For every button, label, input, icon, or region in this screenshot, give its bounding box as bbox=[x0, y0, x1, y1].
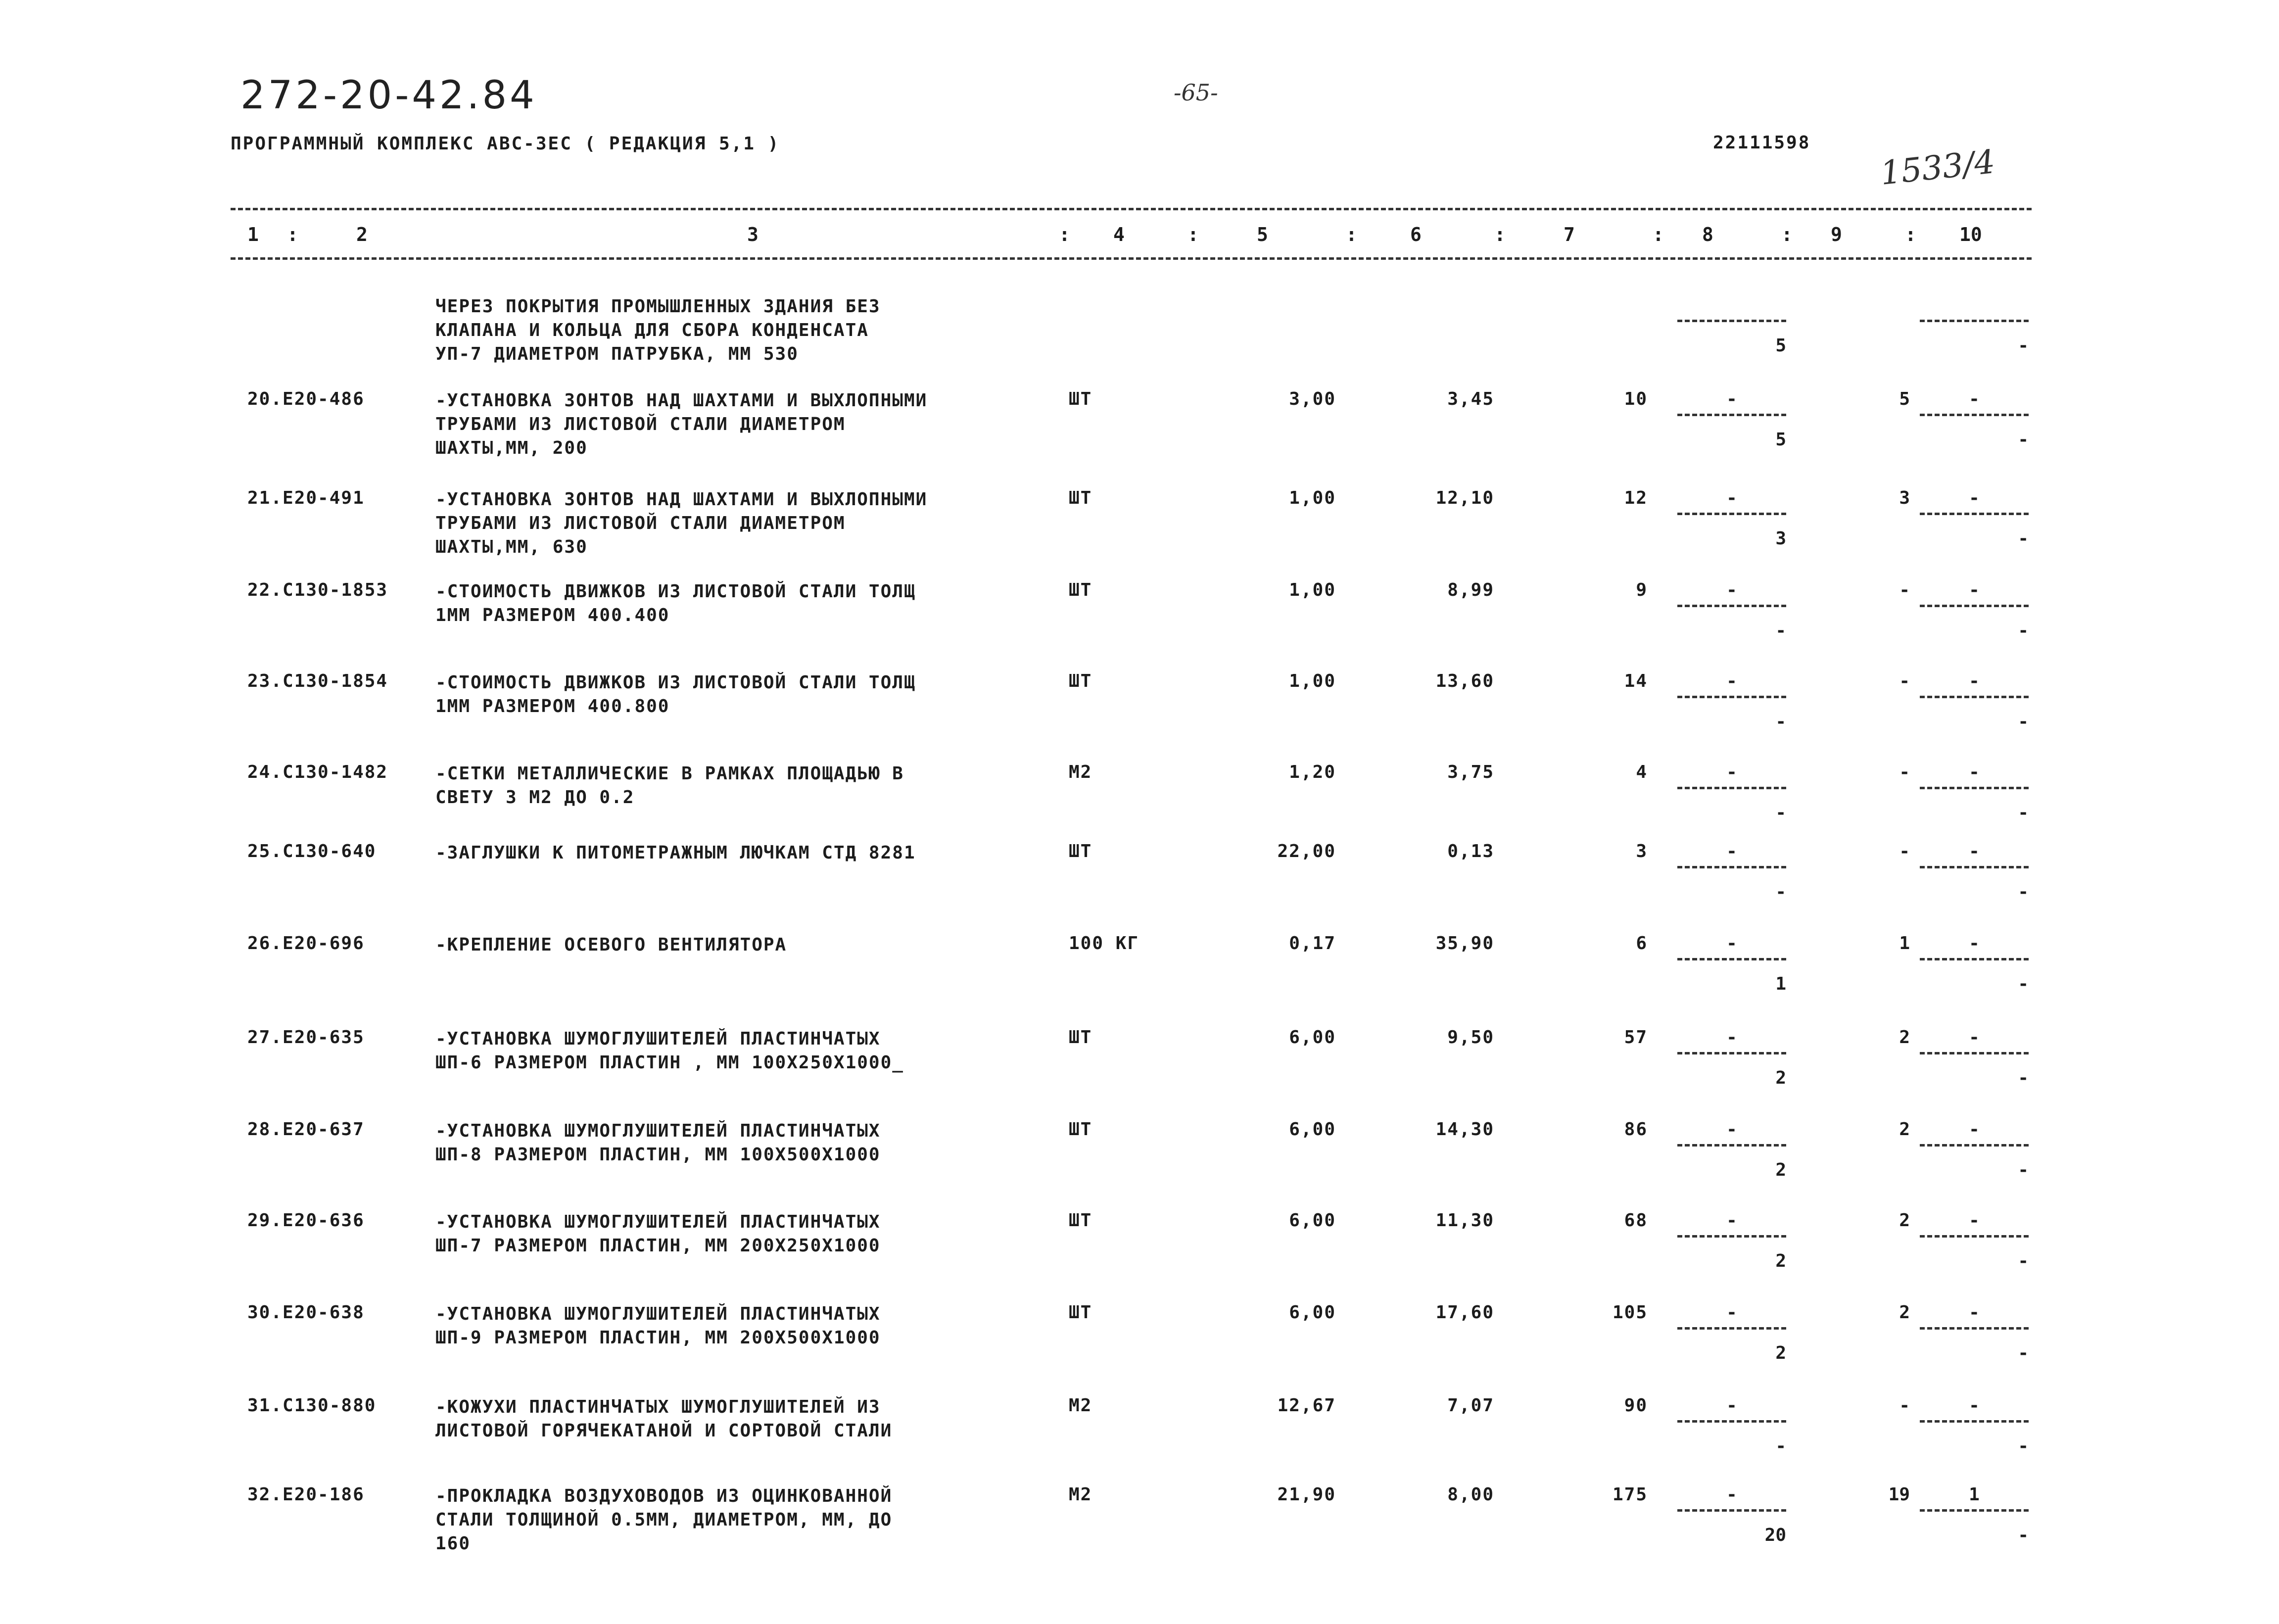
column-8-fraction: - - bbox=[1677, 762, 1786, 836]
column-10-fraction: - - bbox=[1920, 671, 2029, 745]
column-10-fraction: - - bbox=[1920, 1027, 2029, 1101]
row-unit: ШТ bbox=[1069, 488, 1092, 508]
table-row bbox=[0, 1484, 2279, 1574]
row-unit: ШТ bbox=[1069, 1302, 1092, 1323]
row-number: 27.Е20-635 bbox=[247, 1027, 365, 1048]
row-unit: ШТ bbox=[1069, 841, 1092, 861]
page-number: -65- bbox=[1174, 79, 1218, 106]
row-description: ЧЕРЕЗ ПОКРЫТИЯ ПРОМЫШЛЕННЫХ ЗДАНИЯ БЕЗ КЛАПАНА И КОЛЬЦА ДЛЯ СБОРА КОНДЕНСАТА УП-7 ДИАМЕТРОМ ПАТРУБКА, ММ 530 bbox=[435, 296, 881, 364]
table-row bbox=[0, 1119, 2279, 1208]
row-column-9: 2 bbox=[1899, 1119, 1910, 1140]
row-price: 11,30 bbox=[1435, 1210, 1494, 1231]
row-price: 12,10 bbox=[1435, 488, 1494, 508]
row-description: -СТОИМОСТЬ ДВИЖКОВ ИЗ ЛИСТОВОЙ СТАЛИ ТОЛЩ 1ММ РАЗМЕРОМ 400.800 bbox=[435, 672, 916, 716]
header-top-rule bbox=[231, 208, 2032, 210]
row-number: 25.С130-640 bbox=[247, 841, 377, 861]
row-price: 35,90 bbox=[1435, 933, 1494, 954]
row-quantity: 12,67 bbox=[1277, 1395, 1336, 1416]
column-10-fraction: - bbox=[1920, 295, 2029, 369]
row-quantity: 6,00 bbox=[1289, 1119, 1336, 1140]
row-number: 20.Е20-486 bbox=[247, 389, 365, 409]
column-8-fraction: - - bbox=[1677, 671, 1786, 745]
column-header: 8 bbox=[1702, 224, 1713, 245]
column-header-sep: : bbox=[1653, 224, 1664, 245]
row-description: -СЕТКИ МЕТАЛЛИЧЕСКИЕ В РАМКАХ ПЛОЩАДЬЮ В СВЕТУ 3 М2 ДО 0.2 bbox=[435, 764, 904, 808]
column-header: 9 bbox=[1831, 224, 1842, 245]
column-10-fraction: - - bbox=[1920, 762, 2029, 836]
column-10-fraction: - - bbox=[1920, 488, 2029, 562]
row-description: -УСТАНОВКА ЗОНТОВ НАД ШАХТАМИ И ВЫХЛОПНЫМИ ТРУБАМИ ИЗ ЛИСТОВОЙ СТАЛИ ДИАМЕТРОМ ШАХТЫ,ММ, 630 bbox=[435, 489, 928, 557]
row-column-9: 1 bbox=[1899, 933, 1910, 954]
row-number: 23.С130-1854 bbox=[247, 671, 388, 691]
row-description: -КОЖУХИ ПЛАСТИНЧАТЫХ ШУМОГЛУШИТЕЛЕЙ ИЗ ЛИСТОВОЙ ГОРЯЧЕКАТАНОЙ И СОРТОВОЙ СТАЛИ bbox=[435, 1397, 893, 1441]
column-8-fraction: - - bbox=[1677, 580, 1786, 654]
column-8-fraction: - 2 bbox=[1677, 1027, 1786, 1101]
row-price: 3,75 bbox=[1447, 762, 1494, 782]
row-description: -УСТАНОВКА ШУМОГЛУШИТЕЛЕЙ ПЛАСТИНЧАТЫХ ШП-9 РАЗМЕРОМ ПЛАСТИН, ММ 200Х500Х1000 bbox=[435, 1304, 881, 1348]
row-description: -УСТАНОВКА ШУМОГЛУШИТЕЛЕЙ ПЛАСТИНЧАТЫХ ШП-7 РАЗМЕРОМ ПЛАСТИН, ММ 200Х250Х1000 bbox=[435, 1212, 881, 1256]
row-description: -УСТАНОВКА ЗОНТОВ НАД ШАХТАМИ И ВЫХЛОПНЫМИ ТРУБАМИ ИЗ ЛИСТОВОЙ СТАЛИ ДИАМЕТРОМ ШАХТЫ,ММ, 200 bbox=[435, 390, 928, 458]
row-quantity: 3,00 bbox=[1289, 389, 1336, 409]
row-total: 10 bbox=[1624, 389, 1648, 409]
row-column-9: 2 bbox=[1899, 1210, 1910, 1231]
row-total: 4 bbox=[1636, 762, 1648, 782]
row-total: 105 bbox=[1612, 1302, 1648, 1323]
row-column-9: - bbox=[1899, 671, 1910, 691]
column-header: 2 bbox=[356, 224, 368, 245]
column-header: 6 bbox=[1410, 224, 1422, 245]
column-10-fraction: - - bbox=[1920, 841, 2029, 915]
row-description: -УСТАНОВКА ШУМОГЛУШИТЕЛЕЙ ПЛАСТИНЧАТЫХ ШП-6 РАЗМЕРОМ ПЛАСТИН , ММ 100Х250Х1000_ bbox=[435, 1029, 904, 1073]
row-quantity: 1,00 bbox=[1289, 580, 1336, 600]
row-price: 14,30 bbox=[1435, 1119, 1494, 1140]
row-number: 22.С130-1853 bbox=[247, 580, 388, 600]
row-price: 17,60 bbox=[1435, 1302, 1494, 1323]
row-unit: ШТ bbox=[1069, 1027, 1092, 1048]
column-header-sep: : bbox=[1059, 224, 1070, 245]
row-column-9: 3 bbox=[1899, 488, 1910, 508]
row-number: 30.Е20-638 bbox=[247, 1302, 365, 1323]
column-10-fraction: - - bbox=[1920, 1395, 2029, 1470]
row-total: 3 bbox=[1636, 841, 1648, 861]
row-number: 31.С130-880 bbox=[247, 1395, 377, 1416]
column-header-sep: : bbox=[1781, 224, 1793, 245]
column-10-fraction: - - bbox=[1920, 580, 2029, 654]
column-8-fraction: - 2 bbox=[1677, 1210, 1786, 1285]
column-header-sep: : bbox=[287, 224, 298, 245]
row-unit: 100 КГ bbox=[1069, 933, 1140, 954]
row-quantity: 21,90 bbox=[1277, 1484, 1336, 1505]
row-description: -ЗАГЛУШКИ К ПИТОМЕТРАЖНЫМ ЛЮЧКАМ СТД 8281 bbox=[435, 843, 916, 863]
row-total: 90 bbox=[1624, 1395, 1648, 1416]
row-unit: М2 bbox=[1069, 1395, 1092, 1416]
row-unit: М2 bbox=[1069, 762, 1092, 782]
program-title: ПРОГРАММНЫЙ КОМПЛЕКС АВС-ЗЕС ( РЕДАКЦИЯ 5,1 ) bbox=[231, 134, 780, 154]
row-description: -СТОИМОСТЬ ДВИЖКОВ ИЗ ЛИСТОВОЙ СТАЛИ ТОЛЩ 1ММ РАЗМЕРОМ 400.400 bbox=[435, 581, 916, 625]
table-row-intro bbox=[0, 295, 2279, 384]
row-total: 6 bbox=[1636, 933, 1648, 954]
row-price: 7,07 bbox=[1447, 1395, 1494, 1416]
row-quantity: 1,00 bbox=[1289, 671, 1336, 691]
document-number: 272-20-42.84 bbox=[240, 73, 537, 118]
row-number: 24.С130-1482 bbox=[247, 762, 388, 782]
column-8-fraction: - 1 bbox=[1677, 933, 1786, 1007]
row-number: 26.Е20-696 bbox=[247, 933, 365, 954]
row-price: 0,13 bbox=[1447, 841, 1494, 861]
table-row bbox=[0, 841, 2279, 930]
row-number: 32.Е20-186 bbox=[247, 1484, 365, 1505]
column-header-sep: : bbox=[1187, 224, 1199, 245]
row-unit: ШТ bbox=[1069, 580, 1092, 600]
column-header: 3 bbox=[747, 224, 759, 245]
table-row bbox=[0, 580, 2279, 669]
table-row bbox=[0, 389, 2279, 478]
row-total: 86 bbox=[1624, 1119, 1648, 1140]
row-unit: М2 bbox=[1069, 1484, 1092, 1505]
column-header-sep: : bbox=[1346, 224, 1357, 245]
row-column-9: - bbox=[1899, 1395, 1910, 1416]
row-total: 12 bbox=[1624, 488, 1648, 508]
row-number: 29.Е20-636 bbox=[247, 1210, 365, 1231]
column-8-fraction: - 3 bbox=[1677, 488, 1786, 562]
row-column-9: 19 bbox=[1888, 1484, 1910, 1505]
column-header: 4 bbox=[1113, 224, 1125, 245]
row-description: -КРЕПЛЕНИЕ ОСЕВОГО ВЕНТИЛЯТОРА bbox=[435, 935, 787, 955]
row-column-9: 2 bbox=[1899, 1302, 1910, 1323]
row-unit: ШТ bbox=[1069, 389, 1092, 409]
column-8-fraction: - 2 bbox=[1677, 1119, 1786, 1194]
row-number: 21.Е20-491 bbox=[247, 488, 365, 508]
column-10-fraction: - - bbox=[1920, 389, 2029, 463]
handwritten-note: 1533/4 bbox=[1878, 143, 1997, 192]
column-8-fraction: 5 bbox=[1677, 295, 1786, 369]
column-header: 7 bbox=[1564, 224, 1575, 245]
row-price: 9,50 bbox=[1447, 1027, 1494, 1048]
column-10-fraction: 1 - bbox=[1920, 1484, 2029, 1559]
row-description: -УСТАНОВКА ШУМОГЛУШИТЕЛЕЙ ПЛАСТИНЧАТЫХ ШП-8 РАЗМЕРОМ ПЛАСТИН, ММ 100Х500Х1000 bbox=[435, 1121, 881, 1165]
column-10-fraction: - - bbox=[1920, 1210, 2029, 1285]
row-total: 175 bbox=[1612, 1484, 1648, 1505]
row-column-9: - bbox=[1899, 841, 1910, 861]
column-header-sep: : bbox=[1905, 224, 1916, 245]
column-8-fraction: - 2 bbox=[1677, 1302, 1786, 1377]
column-10-fraction: - - bbox=[1920, 1302, 2029, 1377]
row-quantity: 0,17 bbox=[1289, 933, 1336, 954]
header-bottom-rule bbox=[231, 257, 2032, 260]
row-quantity: 6,00 bbox=[1289, 1302, 1336, 1323]
table-row bbox=[0, 1302, 2279, 1391]
table-row bbox=[0, 671, 2279, 760]
column-10-fraction: - - bbox=[1920, 1119, 2029, 1194]
row-description: -ПРОКЛАДКА ВОЗДУХОВОДОВ ИЗ ОЦИНКОВАННОЙ СТАЛИ ТОЛЩИНОЙ 0.5ММ, ДИАМЕТРОМ, ММ, ДО 160 bbox=[435, 1486, 893, 1554]
row-quantity: 22,00 bbox=[1277, 841, 1336, 861]
column-8-fraction: - - bbox=[1677, 841, 1786, 915]
row-column-9: 2 bbox=[1899, 1027, 1910, 1048]
row-price: 13,60 bbox=[1435, 671, 1494, 691]
row-quantity: 6,00 bbox=[1289, 1027, 1336, 1048]
row-number: 28.Е20-637 bbox=[247, 1119, 365, 1140]
column-10-fraction: - - bbox=[1920, 933, 2029, 1007]
row-unit: ШТ bbox=[1069, 671, 1092, 691]
column-8-fraction: - - bbox=[1677, 1395, 1786, 1470]
document-code: 22111598 bbox=[1713, 133, 1811, 153]
row-column-9: - bbox=[1899, 762, 1910, 782]
table-row bbox=[0, 933, 2279, 1022]
row-quantity: 1,00 bbox=[1289, 488, 1336, 508]
row-quantity: 1,20 bbox=[1289, 762, 1336, 782]
table-row bbox=[0, 1210, 2279, 1299]
row-total: 9 bbox=[1636, 580, 1648, 600]
row-total: 57 bbox=[1624, 1027, 1648, 1048]
table-row bbox=[0, 488, 2279, 577]
row-price: 8,00 bbox=[1447, 1484, 1494, 1505]
row-quantity: 6,00 bbox=[1289, 1210, 1336, 1231]
table-row bbox=[0, 1027, 2279, 1116]
table-row bbox=[0, 1395, 2279, 1484]
row-unit: ШТ bbox=[1069, 1210, 1092, 1231]
row-column-9: 5 bbox=[1899, 389, 1910, 409]
row-price: 8,99 bbox=[1447, 580, 1494, 600]
row-total: 68 bbox=[1624, 1210, 1648, 1231]
row-column-9: - bbox=[1899, 580, 1910, 600]
column-header: 1 bbox=[247, 224, 259, 245]
column-header: 5 bbox=[1257, 224, 1268, 245]
row-total: 14 bbox=[1624, 671, 1648, 691]
table-row bbox=[0, 762, 2279, 851]
column-header: 10 bbox=[1959, 224, 1982, 245]
column-header-sep: : bbox=[1494, 224, 1506, 245]
column-8-fraction: - 20 bbox=[1677, 1484, 1786, 1559]
row-price: 3,45 bbox=[1447, 389, 1494, 409]
row-unit: ШТ bbox=[1069, 1119, 1092, 1140]
column-8-fraction: - 5 bbox=[1677, 389, 1786, 463]
